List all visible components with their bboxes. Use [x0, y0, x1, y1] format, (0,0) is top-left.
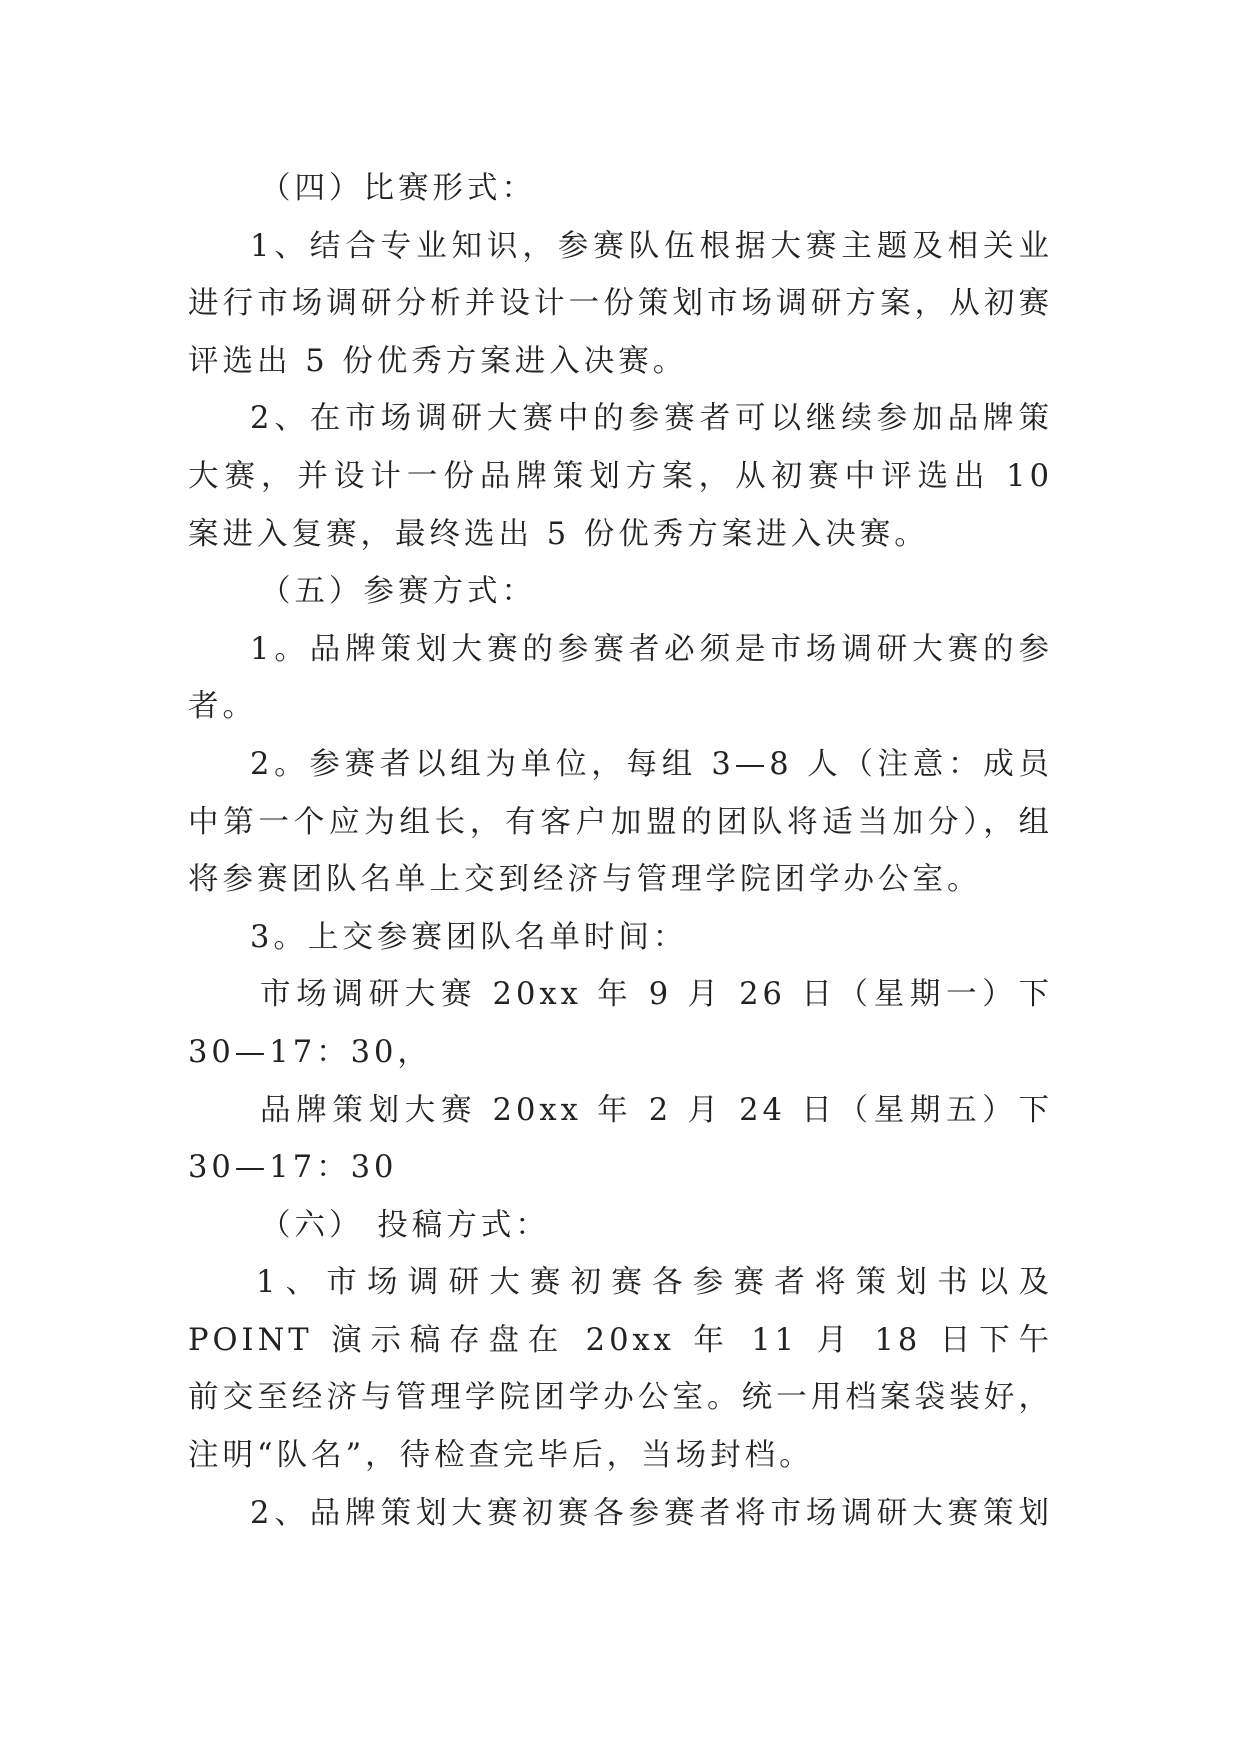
paragraph-line: POINT 演示稿存盘在 20xx 年 11 月 18 日下午: [188, 1322, 1053, 1358]
paragraph-line: 3。上交参赛团队名单时间：: [250, 919, 688, 955]
schedule-line: 30—17：30: [188, 1150, 398, 1186]
paragraph-line: 中第一个应为组长，有客户加盟的团队将适当加分），组: [188, 804, 1053, 840]
document-body: [188, 160, 1053, 1542]
paragraph-line: 1。品牌策划大赛的参赛者必须是市场调研大赛的参: [250, 631, 1053, 667]
paragraph-line: 1、市场调研大赛初赛各参赛者将策划书以及: [256, 1265, 1053, 1301]
paragraph-line: 大赛，并设计一份品牌策划方案，从初赛中评选出 10: [188, 458, 1053, 494]
paragraph-line: 案进入复赛，最终选出 5 份优秀方案进入决赛。: [188, 516, 929, 552]
schedule-line: 市场调研大赛 20xx 年 9 月 26 日（星期一）下: [260, 977, 1053, 1013]
paragraph-line: 前交至经济与管理学院团学办公室。统一用档案袋装好，: [188, 1380, 1053, 1416]
schedule-line: 品牌策划大赛 20xx 年 2 月 24 日（星期五）下: [260, 1092, 1053, 1128]
paragraph-line: 将参赛团队名单上交到经济与管理学院团学办公室。: [188, 862, 982, 898]
paragraph-line: 2、品牌策划大赛初赛各参赛者将市场调研大赛策划: [250, 1495, 1053, 1531]
paragraph-line: 者。: [188, 689, 257, 725]
section-heading-5: （五）参赛方式：: [260, 574, 536, 610]
paragraph-line: 1、结合专业知识，参赛队伍根据大赛主题及相关业: [250, 228, 1053, 264]
paragraph-line: 进行市场调研分析并设计一份策划市场调研方案，从初赛: [188, 286, 1053, 322]
schedule-line: 30—17：30，: [188, 1034, 432, 1070]
paragraph-line: 2。参赛者以组为单位，每组 3—8 人（注意：成员: [250, 746, 1053, 782]
paragraph-line: 注明“队名”，待检查完毕后，当场封档。: [188, 1438, 814, 1474]
section-heading-6: （六） 投稿方式：: [260, 1207, 550, 1243]
paragraph-line: 2、在市场调研大赛中的参赛者可以继续参加品牌策: [250, 401, 1053, 437]
section-heading-4: （四）比赛形式：: [260, 171, 536, 206]
paragraph-line: 评选出 5 份优秀方案进入决赛。: [188, 343, 688, 379]
